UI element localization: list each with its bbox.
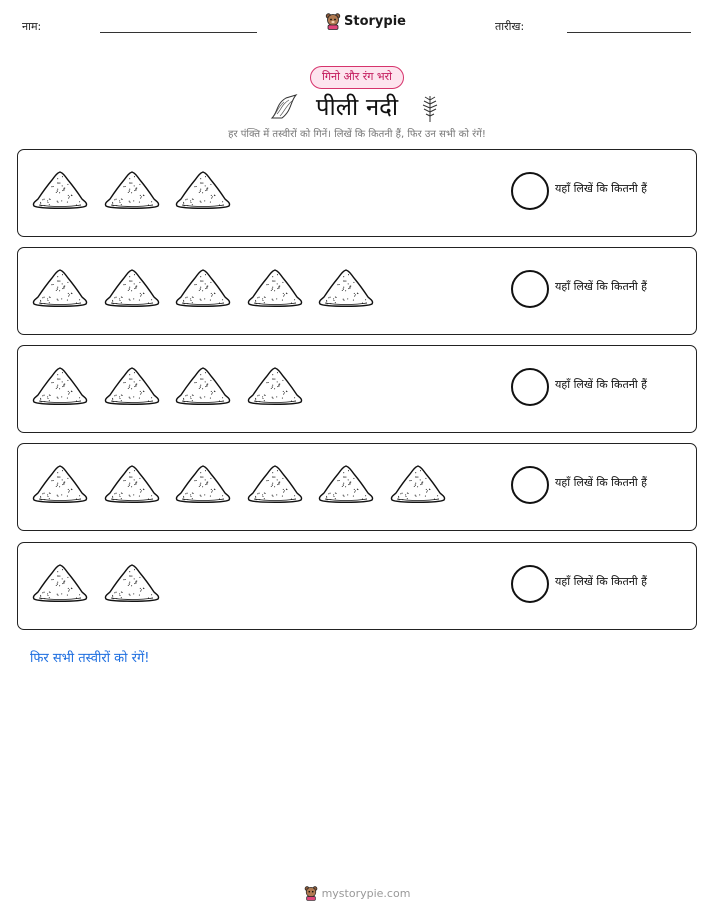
sand-pile-icon	[103, 462, 161, 506]
storypie-logo	[325, 12, 406, 30]
color-all-note: फिर सभी तस्वीरों को रंगें!	[30, 651, 150, 666]
sand-pile-icon	[246, 364, 304, 408]
worksheet-title: पीली नदी	[315, 93, 399, 121]
sand-pile-icon	[103, 168, 161, 212]
sand-pile-icon	[317, 266, 375, 310]
answer-circle[interactable]	[511, 172, 549, 210]
sand-pile-icon	[389, 462, 447, 506]
answer-label: यहाँ लिखें कि कितनी हैं	[555, 575, 648, 588]
activity-badge: गिनो और रंग भरो	[310, 66, 404, 89]
counting-row	[17, 149, 697, 237]
bear-logo-icon	[304, 885, 318, 901]
date-label: तारीख:	[495, 20, 525, 33]
sand-pile-icon	[31, 168, 89, 212]
counting-row	[17, 247, 697, 335]
sand-pile-icon	[103, 561, 161, 605]
river-icon	[268, 92, 300, 122]
counting-row	[17, 443, 697, 531]
sand-pile-icon	[246, 266, 304, 310]
brand-name: Storypie	[344, 13, 406, 29]
sand-pile-icon	[103, 266, 161, 310]
answer-circle[interactable]	[511, 270, 549, 308]
sand-pile-icon	[246, 462, 304, 506]
answer-circle[interactable]	[511, 368, 549, 406]
sand-pile-icon	[174, 462, 232, 506]
answer-label: यहाँ लिखें कि कितनी हैं	[555, 182, 648, 195]
instruction-text: हर पंक्ति में तस्वीरों को गिनें। लिखें कि कितनी हैं, फिर उन सभी को रंगें!	[228, 129, 486, 140]
sand-pile-icon	[174, 266, 232, 310]
counting-row	[17, 542, 697, 630]
answer-label: यहाँ लिखें कि कितनी हैं	[555, 280, 648, 293]
sand-pile-icon	[174, 168, 232, 212]
bear-logo-icon	[325, 12, 341, 30]
counting-row	[17, 345, 697, 433]
answer-label: यहाँ लिखें कि कितनी हैं	[555, 476, 648, 489]
answer-circle[interactable]	[511, 565, 549, 603]
site-url: mystorypie.com	[321, 886, 411, 900]
sand-pile-icon	[31, 364, 89, 408]
answer-label: यहाँ लिखें कि कितनी हैं	[555, 378, 648, 391]
plant-icon	[418, 92, 442, 124]
name-field-line[interactable]	[100, 32, 257, 33]
sand-pile-icon	[31, 561, 89, 605]
sand-pile-icon	[174, 364, 232, 408]
sand-pile-icon	[317, 462, 375, 506]
site-footer	[0, 885, 714, 901]
sand-pile-icon	[31, 266, 89, 310]
date-field-line[interactable]	[567, 32, 691, 33]
sand-pile-icon	[103, 364, 161, 408]
sand-pile-icon	[31, 462, 89, 506]
name-label: नाम:	[22, 20, 42, 33]
answer-circle[interactable]	[511, 466, 549, 504]
